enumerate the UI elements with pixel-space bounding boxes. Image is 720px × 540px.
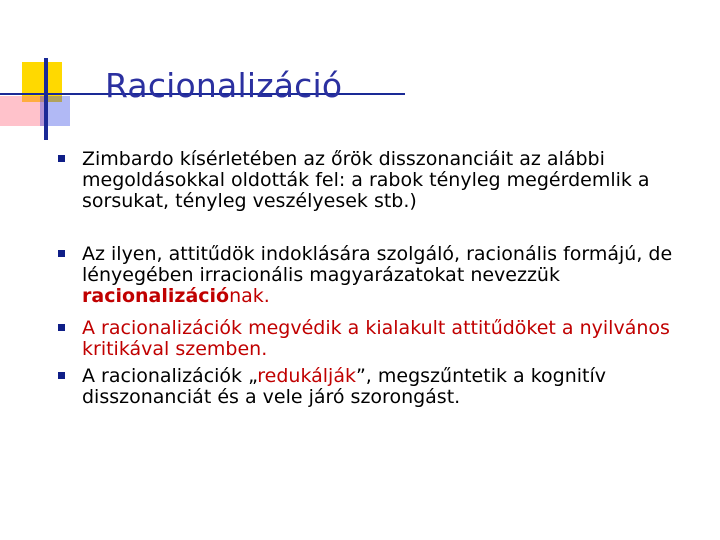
square-bullet-icon [58,250,65,257]
decor-vertical-line [44,58,48,140]
bullet-text: A racionalizációk „ [82,365,258,387]
bullet-text: A racionalizációk megvédik a kialakult attitűdöket a nyilvános kritikával szemben. [82,317,670,360]
bullet-text-suffix: nak. [229,285,270,307]
highlight-term: redukálják [257,365,356,387]
bullet-text: Az ilyen, attitűdök indoklására szolgáló, racionális formájú, de lényegében irracionális magyarázatokat nevezzük [82,243,673,286]
square-bullet-icon [58,372,65,379]
square-bullet-icon [58,155,65,162]
square-bullet-icon [58,324,65,331]
highlight-term: racionalizáció [82,285,230,307]
bullet-text: Zimbardo kísérletében az őrök disszonanciáit az alábbi megoldásokkal oldották fel: a rabok tényleg megérdemlik a sorsukat, tényleg veszélyesek stb.) [82,148,650,212]
bullet-item-1 [82,149,720,212]
bullet-item-3 [82,318,720,360]
bullet-item-2 [82,244,720,307]
bullet-text-suffix: ”, megszűntetik a kognitív disszonanciát és a vele járó szorongást. [82,365,607,408]
slide-title: Racionalizáció [105,66,343,105]
bullet-item-4 [82,366,720,408]
